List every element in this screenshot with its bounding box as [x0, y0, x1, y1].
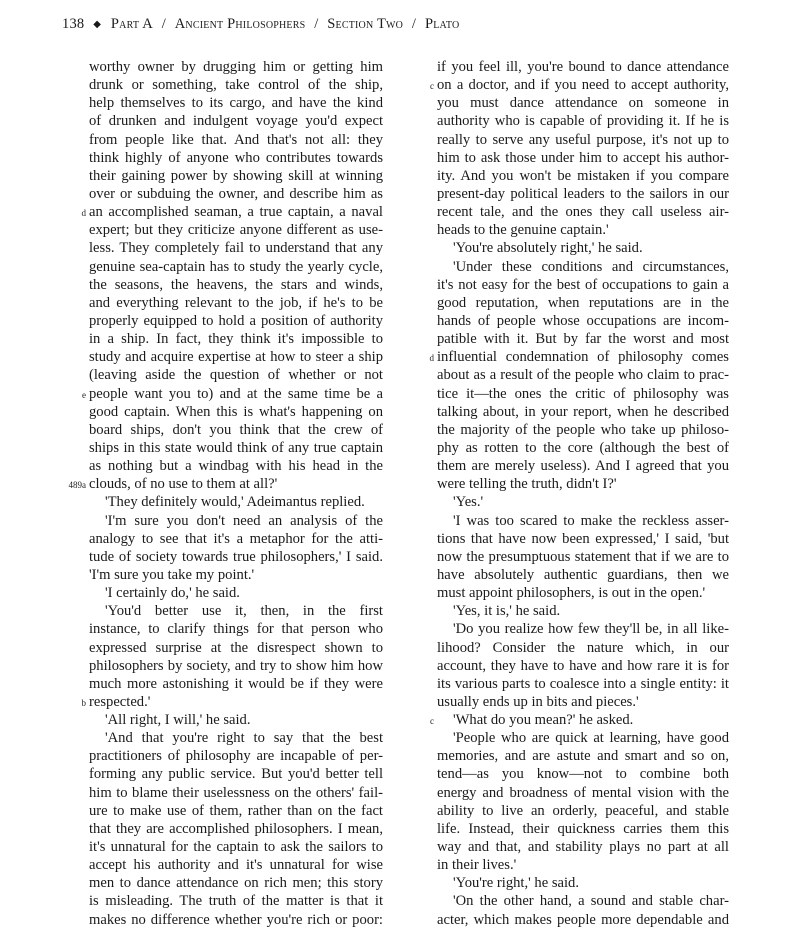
line-text: their gaining power by showing skill at winning — [89, 167, 383, 184]
line-text: from people like that. And that's not all: they — [89, 131, 383, 148]
line-text: way and that, and stability plays no part at all — [437, 839, 729, 856]
line-text: 'I'm sure you take my point.' — [89, 566, 255, 583]
text-line — [437, 566, 729, 584]
text-line — [89, 566, 383, 584]
text-line — [89, 457, 383, 475]
line-text: 'I'm sure you don't need an analysis of the — [105, 512, 383, 529]
text-line — [437, 693, 729, 711]
line-text: tice it—the ones the critic of philosophy was — [437, 385, 729, 402]
line-text: 'On the other hand, a sound and stable char- — [453, 893, 729, 910]
text-line — [89, 729, 383, 747]
text-line — [89, 348, 383, 366]
line-text: good reputation, when reputations are in the — [437, 294, 729, 311]
line-text: influential condemnation of philosophy comes — [437, 349, 729, 366]
text-line — [437, 584, 729, 602]
text-line — [81, 203, 383, 221]
line-text: account, they have to have and how rare it is for — [437, 657, 729, 674]
line-text: talking about, in your report, when he described — [437, 403, 729, 420]
text-line — [437, 149, 729, 167]
text-line — [89, 403, 383, 421]
text-line — [89, 185, 383, 203]
header-separator: / — [161, 16, 166, 32]
text-line — [437, 330, 729, 348]
line-text: 'Yes.' — [453, 494, 484, 511]
line-text: now the presumptuous statement that if we are to — [437, 548, 729, 565]
line-text: expert; but they criticize anyone different as use- — [89, 222, 383, 239]
line-text: present-day political leaders to the sailors in our — [437, 185, 729, 202]
line-text: the majority of the people who take up philoso- — [437, 421, 729, 438]
text-line — [430, 76, 729, 94]
line-text: clouds, of no use to them at all?' — [89, 476, 278, 493]
line-text: that they are accomplished philosophers. I mean, — [89, 820, 383, 837]
text-line — [89, 584, 383, 602]
text-line — [89, 221, 383, 239]
line-text: in a ship. In fact, they think it's impossible to — [89, 331, 383, 348]
page-number: 138 — [62, 16, 85, 32]
line-text: heads to the genuine captain.' — [437, 222, 609, 239]
text-line — [437, 421, 729, 439]
line-text: practitioners of philosophy are incapable of per- — [89, 748, 383, 765]
line-text: accept his authority and it's unnatural for wise — [89, 857, 383, 874]
text-line — [89, 58, 383, 76]
text-line — [89, 838, 383, 856]
line-text: people want you to) and at the same time be a — [89, 385, 383, 402]
stephanus-marker: e — [82, 389, 86, 400]
line-text: over or subduing the owner, and describe him as — [89, 185, 383, 202]
line-text: analogy to see that it's a metaphor for the atti- — [89, 530, 383, 547]
line-text: you must dance attendance on someone in — [437, 95, 729, 112]
line-text: philosophers by society, and try to show him how — [89, 657, 383, 674]
text-line — [89, 874, 383, 892]
stephanus-marker: b — [81, 697, 86, 708]
line-text: respected.' — [89, 693, 151, 710]
line-text: them are merely useless). And I agreed that you — [437, 458, 729, 475]
line-text: on a doctor, and if you need to accept authority, — [437, 77, 729, 94]
text-line — [437, 765, 729, 783]
line-text: good captain. When this is what's happening on — [89, 403, 383, 420]
text-line — [437, 820, 729, 838]
author-name: Plato — [424, 16, 460, 32]
stephanus-marker: c — [430, 81, 434, 92]
line-text: 'Under these conditions and circumstances, — [453, 258, 729, 275]
text-line — [437, 112, 729, 130]
text-line — [437, 221, 729, 239]
line-text: forming any public service. But you'd better tell — [89, 766, 383, 783]
text-line — [89, 258, 383, 276]
line-text: genuine sea-captain has to study the yearly cycle, — [89, 258, 383, 275]
line-text: ity. And you won't be mistaken if you compare — [437, 167, 729, 184]
part-label: Part A — [110, 16, 153, 32]
text-line — [437, 493, 729, 511]
line-text: think highly of anyone who contributes towards — [89, 149, 383, 166]
text-line — [89, 548, 383, 566]
text-line — [89, 239, 383, 257]
line-text: study and acquire expertise at how to steer a ship — [89, 349, 383, 366]
line-text: it's not easy for the best of occupations to gain a — [437, 276, 729, 293]
text-line — [437, 258, 729, 276]
line-text: much more astonishing it would be if they were — [89, 675, 383, 692]
line-text: hands of people whose occupations are incom- — [437, 312, 729, 329]
text-line — [437, 747, 729, 765]
line-text: about as a result of the people who claim to prac- — [437, 367, 729, 384]
line-text: have absolutely authentic guardians, then we — [437, 566, 729, 583]
section-label: Section Two — [327, 16, 404, 32]
line-text: an accomplished seaman, a true captain, a naval — [89, 204, 383, 221]
text-line — [437, 784, 729, 802]
text-line — [437, 203, 729, 221]
text-line — [437, 276, 729, 294]
text-line — [437, 403, 729, 421]
header-separator: / — [314, 16, 319, 32]
text-line — [89, 657, 383, 675]
text-line — [89, 439, 383, 457]
stephanus-marker: c — [430, 716, 434, 727]
right-text-column — [429, 58, 729, 929]
text-line — [437, 602, 729, 620]
text-line — [89, 493, 383, 511]
text-line — [89, 149, 383, 167]
left-text-column — [68, 58, 383, 929]
text-line — [430, 711, 729, 729]
text-line — [437, 239, 729, 257]
line-text: were telling the truth, didn't I?' — [437, 476, 617, 493]
text-line — [89, 675, 383, 693]
line-text: 'People who are quick at learning, have good — [453, 730, 729, 747]
line-text: 'I was too scared to make the reckless asser- — [453, 512, 729, 529]
line-text: less. They completely fail to understand that any — [89, 240, 383, 257]
text-line — [437, 185, 729, 203]
text-line — [89, 620, 383, 638]
line-text: its various parts to coalesce into a single entity: it — [437, 675, 729, 692]
line-text: and everything relevant to the job, if he's to be — [89, 294, 383, 311]
text-line — [68, 475, 383, 493]
text-line — [89, 602, 383, 620]
line-text: worthy owner by drugging him or getting him — [89, 59, 383, 75]
line-text: board ships, don't you think that the crew of — [89, 421, 383, 438]
line-text: the seasons, the heavens, the stars and winds, — [89, 276, 383, 293]
text-line — [89, 421, 383, 439]
line-text: energy and broadness of mental vision with the — [437, 784, 729, 801]
line-text: drunk or something, take control of the ship, — [89, 77, 383, 94]
text-line — [437, 385, 729, 403]
text-line — [89, 747, 383, 765]
line-text: acter, which makes people more dependable and — [437, 911, 729, 928]
line-text: usually ends up in bits and pieces.' — [437, 693, 639, 710]
text-line — [89, 639, 383, 657]
text-line — [89, 711, 383, 729]
text-line — [89, 76, 383, 94]
text-line — [437, 838, 729, 856]
text-line — [437, 856, 729, 874]
stephanus-marker: d — [429, 353, 434, 364]
text-line — [89, 892, 383, 910]
line-text: phy as rotten to the core (although the best of — [437, 439, 729, 456]
diamond-ornament-icon: ◆ — [93, 19, 102, 30]
line-text: it's unnatural for the captain to ask the sailors to — [89, 839, 383, 856]
line-text: as nothing but a windbag with his head in the — [89, 458, 383, 475]
text-line — [437, 131, 729, 149]
text-line — [89, 911, 383, 929]
text-line — [82, 385, 383, 403]
text-line — [437, 312, 729, 330]
text-line — [437, 657, 729, 675]
text-line — [437, 512, 729, 530]
section-title: Ancient Philosophers — [174, 16, 306, 32]
text-line — [89, 856, 383, 874]
line-text: patible with it. But by far the worst and most — [437, 331, 729, 348]
text-line — [437, 911, 729, 929]
stephanus-marker: d — [81, 208, 86, 219]
text-line — [89, 366, 383, 384]
line-text: him to blame their uselessness on the others' fail- — [89, 784, 383, 801]
text-line — [89, 276, 383, 294]
text-line — [437, 892, 729, 910]
text-line — [437, 167, 729, 185]
line-text: 'Yes, it is,' he said. — [453, 603, 561, 620]
line-text: expressed surprise at the disrespect shown to — [89, 639, 383, 656]
line-text: 'I certainly do,' he said. — [105, 585, 240, 602]
line-text: 'You'd better use it, then, in the first — [105, 603, 383, 620]
line-text: recent tale, and the ones they call useless air- — [437, 204, 729, 221]
text-line — [437, 58, 729, 76]
text-line — [437, 675, 729, 693]
line-text: 'They definitely would,' Adeimantus replied. — [105, 494, 365, 511]
line-text: 'Do you realize how few they'll be, in all like- — [453, 621, 729, 638]
line-text: is misleading. The truth of the matter is that it — [89, 893, 383, 910]
text-line — [89, 820, 383, 838]
text-line — [437, 475, 729, 493]
text-line — [89, 330, 383, 348]
text-line — [89, 112, 383, 130]
text-line — [89, 512, 383, 530]
line-text: tions that have now been expressed,' I said, 'but — [437, 530, 729, 547]
line-text: memories, and are astute and smart and so on, — [437, 748, 729, 765]
line-text: if you feel ill, you're bound to dance attendance — [437, 59, 729, 75]
line-text: authority who is capable of providing it. If he is — [437, 113, 729, 130]
line-text: tude of society towards true philosophers,' I said. — [89, 548, 383, 565]
line-text: 'And that you're right to say that the best — [105, 730, 383, 747]
text-line — [89, 167, 383, 185]
text-line — [437, 802, 729, 820]
text-line — [89, 294, 383, 312]
running-header — [62, 16, 459, 33]
line-text: 'You're right,' he said. — [453, 875, 579, 892]
line-text: of drunken and indulgent voyage you'd expect — [89, 113, 383, 130]
line-text: instance, to clarify things for that person who — [89, 621, 383, 638]
text-line — [437, 548, 729, 566]
text-line — [437, 439, 729, 457]
line-text: must appoint philosophers, is out in the open.' — [437, 585, 706, 602]
line-text: lihood? Consider the nature which, in our — [437, 639, 729, 656]
text-line — [89, 802, 383, 820]
line-text: 'All right, I will,' he said. — [105, 712, 251, 729]
text-line — [437, 620, 729, 638]
line-text: ability to live an orderly, peaceful, and stable — [437, 802, 729, 819]
line-text: really to serve any useful purpose, it's not up to — [437, 131, 729, 148]
text-line — [81, 693, 383, 711]
line-text: help themselves to its cargo, and have the kind — [89, 95, 383, 112]
line-text: (leaving aside the question of whether or not — [89, 367, 383, 384]
text-line — [89, 530, 383, 548]
text-line — [89, 94, 383, 112]
line-text: 'You're absolutely right,' he said. — [453, 240, 643, 257]
text-line — [437, 94, 729, 112]
text-line — [89, 784, 383, 802]
line-text: men to dance attendance on rich men; this story — [89, 875, 383, 892]
stephanus-marker: 489a — [68, 480, 86, 491]
text-line — [437, 366, 729, 384]
line-text: makes no difference whether you're rich or poor: — [89, 911, 383, 928]
text-line — [437, 530, 729, 548]
header-separator: / — [411, 16, 417, 32]
text-line — [437, 294, 729, 312]
line-text: 'What do you mean?' he asked. — [453, 712, 634, 729]
line-text: ure to make use of them, rather than on the fact — [89, 802, 383, 819]
line-text: life. Instead, their quickness carries them this — [437, 820, 729, 837]
text-line — [89, 312, 383, 330]
line-text: him to ask those under him to accept his author- — [437, 149, 729, 166]
line-text: properly equipped to hold a position of authority — [89, 312, 383, 329]
text-line — [437, 457, 729, 475]
text-line — [437, 729, 729, 747]
line-text: in their lives.' — [437, 857, 517, 874]
line-text: tend—as you know—not to combine both — [437, 766, 729, 783]
text-line — [437, 874, 729, 892]
text-line — [429, 348, 729, 366]
text-line — [89, 131, 383, 149]
line-text: ships in this state would think of any true captain — [89, 439, 383, 456]
text-line — [89, 765, 383, 783]
text-line — [437, 639, 729, 657]
